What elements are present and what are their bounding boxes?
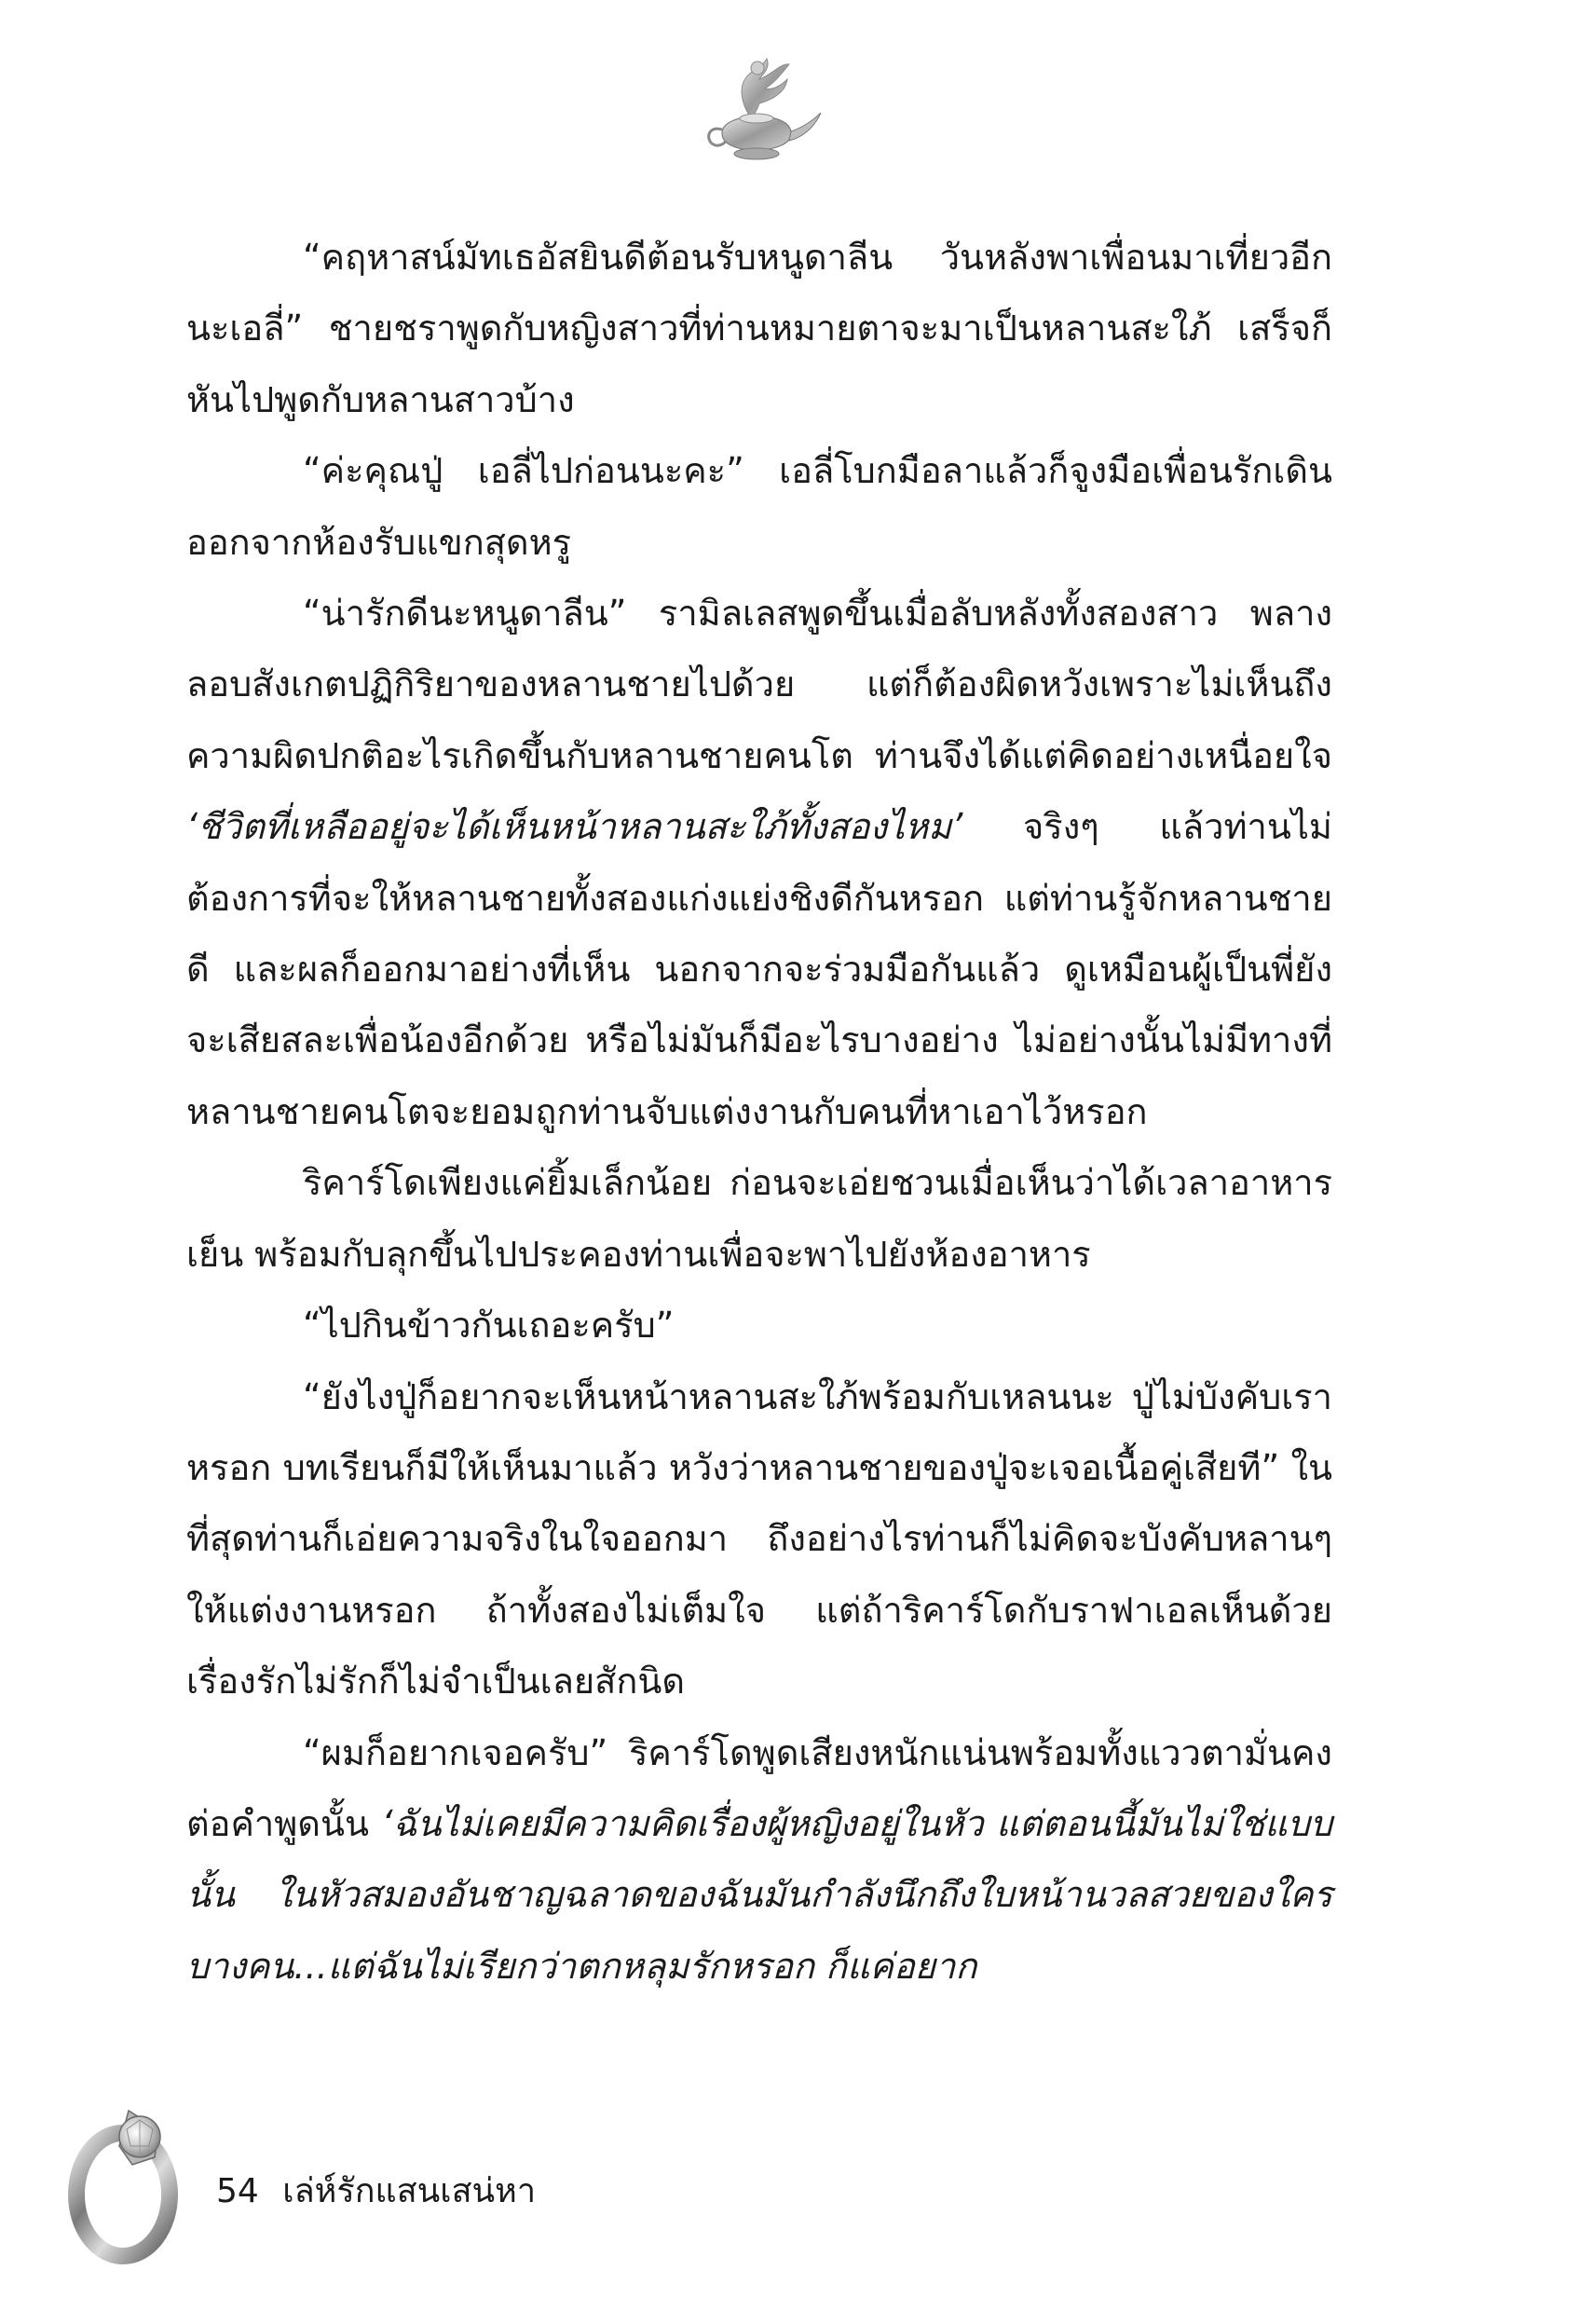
paragraph (186, 1717, 1332, 2003)
paragraph (186, 1147, 1332, 1290)
paragraph-text: “ยังไงปู่ก็อยากจะเห็นหน้าหลานสะใภ้พร้อมกับเหลนนะ ปู่ไม่บังคับเราหรอก บทเรียนก็มีให้เห็นมาแล้ว หวังว่าหลานชายของปู่จะเจอเนื้อคู่เสียที” ในที่สุดท่านก็เอ่ยความจริงในใจออกมา ถึงอย่างไรท่านก็ไม่คิดจะบังคับหลานๆ ให้แต่งงานหรอก ถ้าทั้งสองไม่เต็มใจ แต่ถ้าริคาร์โดกับราฟาเอลเห็นด้วย เรื่องรักไม่รักก็ไม่จำเป็นเลยสักนิด (186, 1375, 1332, 1702)
paragraph-text: จริงๆ แล้วท่านไม่ต้องการที่จะให้หลานชายทั้งสองแก่งแย่งชิงดีกันหรอก แต่ท่านรู้จักหลานชายดี และผลก็ออกมาอย่างที่เห็น นอกจากจะร่วมมือกันแล้ว ดูเหมือนผู้เป็นพี่ยังจะเสียสละเพื่อน้องอีกด้วย หรือไม่มันก็มีอะไรบางอย่าง ไม่อย่างนั้นไม่มีทางที่หลานชายคนโตจะยอมถูกท่านจับแต่งงานกับคนที่หาเอาไว้หรอก (186, 806, 1332, 1132)
page-footer (216, 2164, 536, 2217)
book-title: เล่ห์รักแสนเสน่หา (282, 2172, 537, 2210)
paragraph (186, 435, 1332, 578)
paragraph (186, 578, 1332, 1147)
genie-lamp-icon (685, 51, 825, 168)
paragraph (186, 1361, 1332, 1717)
paragraph-text: “ผมก็อยากเจอครับ” ริคาร์โดพูดเสียงหนักแน่นพร้อมทั้งแววตามั่นคงต่อคำพูดนั้น (186, 1731, 1332, 1844)
paragraph-text: “ค่ะคุณปู่ เอลี่ไปก่อนนะคะ” เอลี่โบกมือลาแล้วก็จูงมือเพื่อนรักเดินออกจากห้องรับแขกสุดหรู (186, 450, 1332, 563)
italic-thought: ‘ชีวิตที่เหลืออยู่จะได้เห็นหน้าหลานสะใภ้ทั้งสองไหม’ (186, 806, 963, 848)
paragraph (186, 1290, 1332, 1361)
paragraph-text: “น่ารักดีนะหนูดาลีน” รามิลเลสพูดขึ้นเมื่อลับหลังทั้งสองสาว พลางลอบสังเกตปฏิกิริยาของหลานชายไปด้วย แต่ก็ต้องผิดหวังเพราะไม่เห็นถึงความผิดปกติอะไรเกิดขึ้นกับหลานชายคนโต ท่านจึงได้แต่คิดอย่างเหนื่อยใจ (186, 593, 1332, 776)
paragraph-text: “คฤหาสน์มัทเธอัสยินดีต้อนรับหนูดาลีน วันหลังพาเพื่อนมาเที่ยวอีกนะเอลี่” ชายชราพูดกับหญิงสาวที่ท่านหมายตาจะมาเป็นหลานสะใภ้ เสร็จก็หันไปพูดกับหลานสาวบ้าง (186, 237, 1332, 420)
paragraph-text: “ไปกินข้าวกันเถอะครับ” (303, 1305, 675, 1347)
paragraph (186, 222, 1332, 435)
italic-thought: ‘ฉันไม่เคยมีความคิดเรื่องผู้หญิงอยู่ในหัว แต่ตอนนี้มันไม่ใช่แบบนั้น ในหัวสมองอันชาญฉลาดของฉันมันกำลังนึกถึงใบหน้านวลสวยของใครบางคน...แต่ฉันไม่เรียกว่าตกหลุมรักหรอก ก็แค่อยาก (186, 1802, 1332, 1987)
body-text (186, 222, 1332, 2002)
page-number: 54 (216, 2172, 259, 2210)
paragraph-text: ริคาร์โดเพียงแค่ยิ้มเล็กน้อย ก่อนจะเอ่ยชวนเมื่อเห็นว่าได้เวลาอาหารเย็น พร้อมกับลุกขึ้นไปประคองท่านเพื่อจะพาไปยังห้องอาหาร (186, 1162, 1332, 1275)
diamond-ring-icon (65, 2092, 191, 2264)
